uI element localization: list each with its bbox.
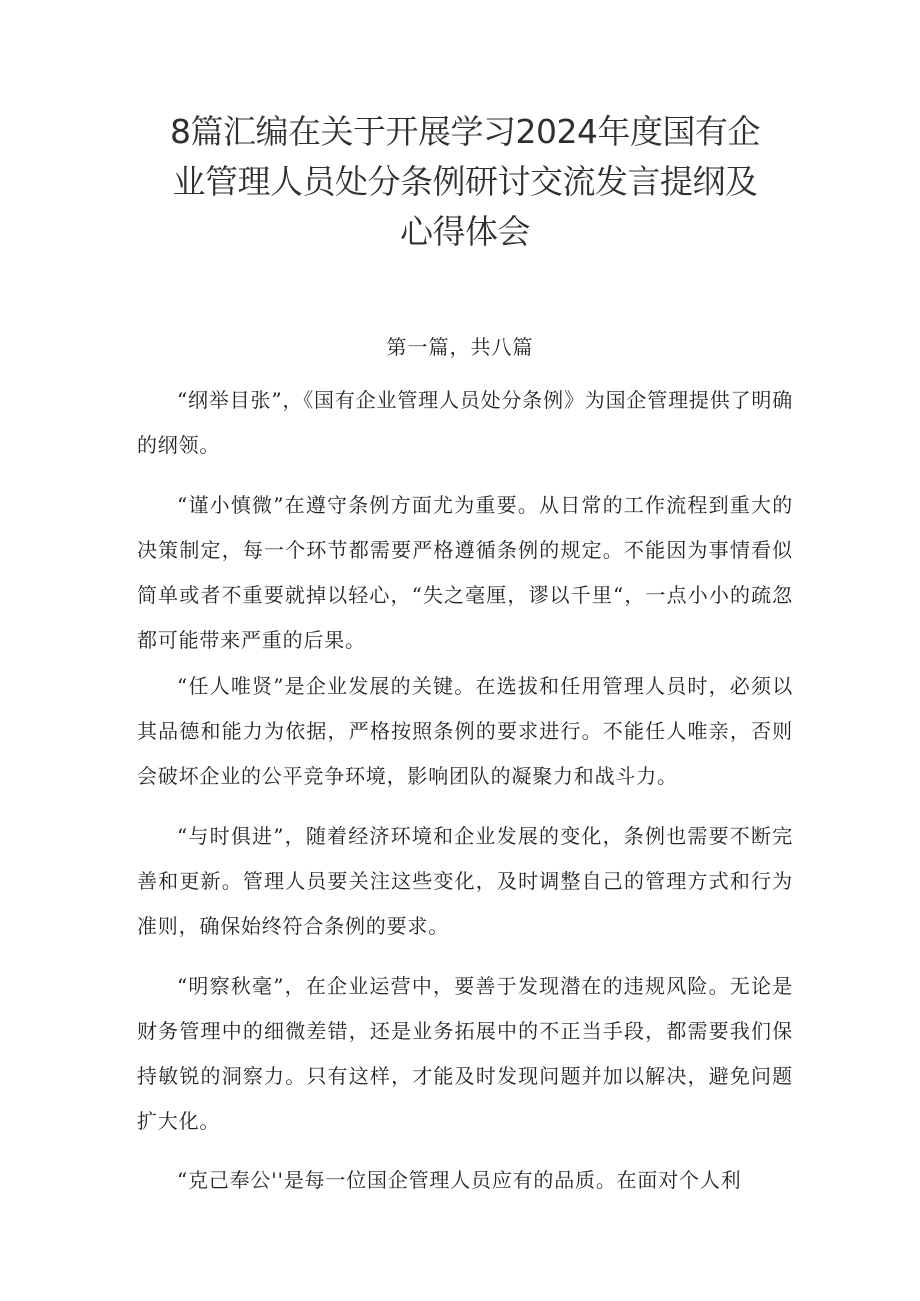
paragraph-6: “克己奉公''是每一位国企管理人员应有的品质。在面对个人利 (177, 1168, 742, 1192)
title-line-3: 心得体会 (400, 212, 530, 251)
title-line-1: 8篇汇编在关于开展学习2024年度国有企 (170, 112, 760, 151)
paragraph-5: “明察秋毫”，在企业运营中，要善于发现潜在的违规风险。无论是财务管理中的细微差错，还是业务拓展中的不正当手段，都需要我们保持敏锐的洞察力。只有这样，才能及时发现问题并加以解决，避免问题扩大化。 (137, 974, 793, 1133)
section-heading: 第一篇，共八篇 (386, 335, 534, 359)
title-line-2: 业管理人员处分条例研讨交流发言提纲及 (172, 162, 758, 201)
paragraph-3: “任人唯贤”是企业发展的关键。在选拔和任用管理人员时，必须以其品德和能力为依据，严格按照条例的要求进行。不能任人唯亲，否则会破坏企业的公平竞争环境，影响团队的凝聚力和战斗力。 (137, 674, 793, 788)
paragraph-1: “纲举目张”，《国有企业管理人员处分条例》为国企管理提供了明确的纲领。 (137, 388, 793, 457)
paragraph-4: “与时俱进”，随着经济环境和企业发展的变化，条例也需要不断完善和更新。管理人员要关注这些变化，及时调整自己的管理方式和行为准则，确保始终符合条例的要求。 (137, 824, 793, 938)
paragraph-2: “谨小慎微”在遵守条例方面尤为重要。从日常的工作流程到重大的决策制定，每一个环节都需要严格遵循条例的规定。不能因为事情看似简单或者不重要就掉以轻心，“失之毫厘，谬以千里“，一点小小的疏忽都可能带来严重的后果。 (137, 493, 793, 652)
document-title (120, 107, 810, 257)
